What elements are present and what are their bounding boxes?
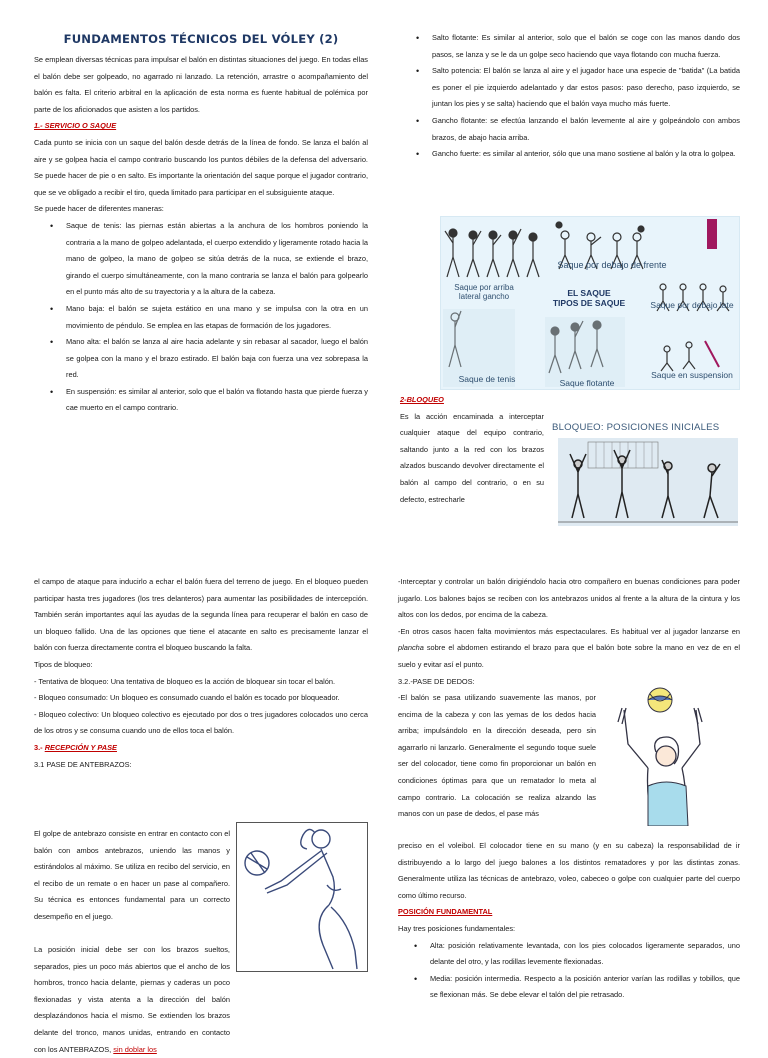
dedos-continued: preciso en el voleibol. El colocador tiene en su mano (y en su cabeza) la responsabilidad de ir distribuyendo a lo largo del juego balones a los distintos rematadores y por las distintas zonas. Generalmente utiliza las técnicas de antebrazo, voleo, cabeceo o golpe con cualquier parte del cuerpo como último recurso. (398, 841, 740, 900)
dedos-full-block (398, 838, 740, 1004)
dedos-heading: 3.2.-PASE DE DEDOS: (398, 676, 475, 686)
plancha-italic: plancha (398, 643, 424, 653)
servicio-heading: 1.- SERVICIO O SAQUE (34, 121, 117, 131)
servicio-paragraph: Cada punto se inicia con un saque del balón desde detrás de la línea de fondo. Se lanza el balón al aire y se golpea hacia el campo contrario buscando los puntos débiles de la defensa del adversario. Se puede hacer de pie o en salto. Es importante la orientación del saque porque el jugador contrario, que se ve obligado a recibir el tiro, queda limitado para participar en el subsiguiente ataque. (34, 137, 368, 197)
label-debajo-lateral: Saque por debajo late (650, 300, 734, 310)
intro-paragraph: Se emplean diversas técnicas para impulsar el balón en distintas situaciones del juego. En todas ellas el balón debe ser golpeado, no agarrado ni lanzado. La retención, arrastre o acompañamiento del balón es falta. El criterio arbitral en la aplicación de esta norma es fuente habitual de polémica por parte de los aficionados que asisten a los partidos. (34, 55, 369, 114)
label-el-saque: EL SAQUE (567, 288, 611, 298)
pase-antebrazos-paragraph: El golpe de antebrazo consiste en entrar en contacto con el balón con ambos antebrazos, uniendo las manos y estirándolos al máximo. Se utiliza en recibo del servicio, en el recibo de un remate o en hacer un pase al compañero. Su técnica es entonces fundamental para un correcto desempeño en el juego. (34, 829, 230, 921)
tipo-tentativa: - Tentativa de bloqueo: Una tentativa de bloqueo es la acción de bloquear sin tocar el balón. (34, 676, 336, 686)
list-item: • En suspensión: es similar al anterior, solo que el balón va flotando hasta que pierde fuerza y cae muerto en el campo contrario. (66, 384, 368, 417)
bloqueo-figure (550, 418, 740, 528)
list-item: • Gancho flotante: se efectúa lanzando el balón levemente al aire y golpeándolo con ambos brazos, de abajo hacia arriba. (432, 113, 740, 146)
setter-illustration (604, 682, 740, 826)
plancha-text-b: sobre el abdomen estirando el brazo para que el balón bote sobre la mano en vez de en el suelo y evitar así el punto. (398, 643, 740, 669)
posicion-inicial-block (34, 942, 368, 1058)
column-top-left (34, 30, 368, 417)
posiciones-intro: Hay tres posiciones fundamentales: (398, 923, 516, 933)
list-item: • Mano alta: el balón se lanza al aire hacia adelante y sin rebasar al sacador, luego el balón se golpea con la mano y el brazo estirado. El balón baja con fuerza una vez sobrepasa la red. (66, 334, 368, 384)
label-suspension: Saque en suspension (651, 370, 733, 380)
maneras-text: Se puede hacer de diferentes maneras: (34, 204, 164, 214)
bloqueo-figure-title: BLOQUEO: POSICIONES INICIALES (552, 422, 720, 433)
plancha-paragraph (398, 624, 740, 674)
dedos-text-block (398, 690, 596, 823)
posiciones-list (398, 938, 740, 1004)
list-item: • Media: posición intermedia. Respecto a la posición anterior varían las rodillas y tobillos, que se flexionan más. Se debe elevar el talón del pie retrasado. (430, 971, 740, 1004)
column-bottom-left (34, 574, 368, 773)
dedos-paragraph: -El balón se pasa utilizando suavemente las manos, por encima de la cabeza y con las yemas de los dedos hacia arriba; impulsándolo en la dirección deseada, pero sin agarrarlo ni lanzarlo. Generalmente el segundo toque suele ser del colocador, tiene como fin proporcionar un balón en condiciones óptimas para que un rematador lo meta al campo contrario. La colocación se realiza alzando las manos con un pase de dedos, el pase más (398, 693, 596, 819)
blockers-illustration (558, 438, 738, 526)
column-bottom-right (398, 574, 740, 690)
posicion-inicial-paragraph-start (34, 942, 230, 1058)
posicion-inicial-tail: sin doblar los (113, 1044, 157, 1054)
dedos-illustration (604, 682, 740, 826)
list-item: • Gancho fuerte: es similar al anterior, sólo que una mano sostiene al balón y la otra lo golpea. (432, 146, 740, 163)
label-tenis: Saque de tenis (458, 374, 516, 384)
list-item: • Salto flotante: Es similar al anterior, solo que el balón se coge con las manos dando dos pasos, se lanza y se le da un golpe seco haciendo que vaya flotando con mucha fuerza. (432, 30, 740, 63)
plancha-text-a: -En otros casos hacen falta movimientos más espectaculares. Es habitual ver al jugador lanzarse en (398, 626, 740, 636)
tipos-bloqueo-label: Tipos de bloqueo: (34, 659, 93, 669)
label-tipos-de-saque: TIPOS DE SAQUE (552, 298, 626, 308)
saque-list (34, 218, 368, 417)
player-figure (445, 229, 459, 277)
list-item: • Mano baja: el balón se sujeta estático en una mano y se impulsa con la otra en un movimiento de péndulo. Se emplea en las etapas de formación de los jugadores. (66, 301, 368, 334)
tipo-consumado: - Bloqueo consumado: Un bloqueo es consumado cuando el balón es tocado por bloqueador. (34, 693, 340, 703)
bloqueo-heading: 2-BLOQUEO (400, 395, 444, 404)
flotante-panel (545, 317, 625, 387)
interceptar-paragraph: -Interceptar y controlar un balón dirigiéndolo hacia otro compañero en buenas condiciones para poder jugarlo. Los balones bajos se reciben con los antebrazos unidos al frente a la altura de la cintura y los altos con los dedos, por encima de la cabeza. (398, 577, 740, 620)
recepcion-heading: RECEPCIÓN Y PASE (44, 742, 117, 752)
label-lateral: Saque por arriba lateral gancho (454, 283, 514, 301)
list-item: • Saque de tenis: las piernas están abiertas a la anchura de los hombros poniendo la contraria a la mano de golpeo adelantada, el cuerpo extendido y ligeramente rotado hacia la mano de golpeo, la mano de golpeo se sitúa detrás de la nuca, se extiende el brazo, girando el cuerpo simultáneamente, con la mano contraria se lanza el balón para golpearlo en el punto más alto de su trayectoria y a la altura de la cabeza. (66, 218, 368, 301)
tipo-colectivo: - Bloqueo colectivo: Un bloqueo colectivo es ejecutado por dos o tres jugadores colocados uno cerca de los otros y se consuma cuando uno de ellos toca el balón. (34, 709, 368, 736)
recepcion-number: 3.- (34, 742, 45, 752)
label-flotante: Saque flotante (559, 378, 615, 388)
saque-list-cont (400, 30, 740, 163)
bloqueo-section (400, 392, 544, 508)
posicion-inicial-text: La posición inicial debe ser con los brazos sueltos, separados, pies un poco más abiertos que el ancho de los hombros, tronco hacia delante, piernas y caderas un poco flexionadas y vista atenta a la dirección del balón desplazándonos hacia el mismo. Se extienden los brazos delante del tronco, manos unidas, entrando en contacto con los ANTEBRAZOS, (34, 945, 230, 1054)
posicion-fundamental-heading: POSICIÓN FUNDAMENTAL (398, 907, 493, 917)
bloqueo-paragraph: Es la acción encaminada a interceptar cualquier ataque del equipo contrario, saltando junto a la red con los brazos alzados buscando devolver directamente el balón al campo del contrario, o en su defecto, estrecharle (400, 411, 544, 504)
pase-antebrazos-label: 3.1 PASE DE ANTEBRAZOS: (34, 759, 132, 769)
bloqueo-continued: el campo de ataque para inducirlo a echar el balón fuera del terreno de juego. En el bloqueo pueden participar hasta tres jugadores (los tres delanteros) para aumentar las posibilidades de intercepción. También serán importantes aquí las ayudas de la segunda línea para recuperar el balón en caso de un bloqueo fallido. Una de las opciones que tiene el atacante en salto es precisamente lanzar el balón con fuerza directamente contra el bloqueo buscando la falta. (34, 577, 368, 653)
page-title: FUNDAMENTOS TÉCNICOS DEL VÓLEY (2) (63, 32, 339, 46)
column-top-right (400, 30, 740, 163)
bloqueo-figure-art (558, 438, 738, 526)
label-frente: Saque por debajo de frente (557, 260, 667, 270)
saque-types-figure (440, 216, 740, 390)
list-item: • Alta: posición relativamente levantada, con los pies colocados ligeramente separados, uno delante del otro, y las rodillas levemente flexionadas. (430, 938, 740, 971)
pase-antebrazos-text (34, 826, 230, 926)
list-item: • Salto potencia: El balón se lanza al aire y el jugador hace una especie de "batida" (La batida es poner el pie izquierdo adelantado y dar estos pasos: paso derecho, paso izquierdo, se juntan los pies y se salta) haciendo que el balón vaya mucho más fuerte. (432, 63, 740, 113)
